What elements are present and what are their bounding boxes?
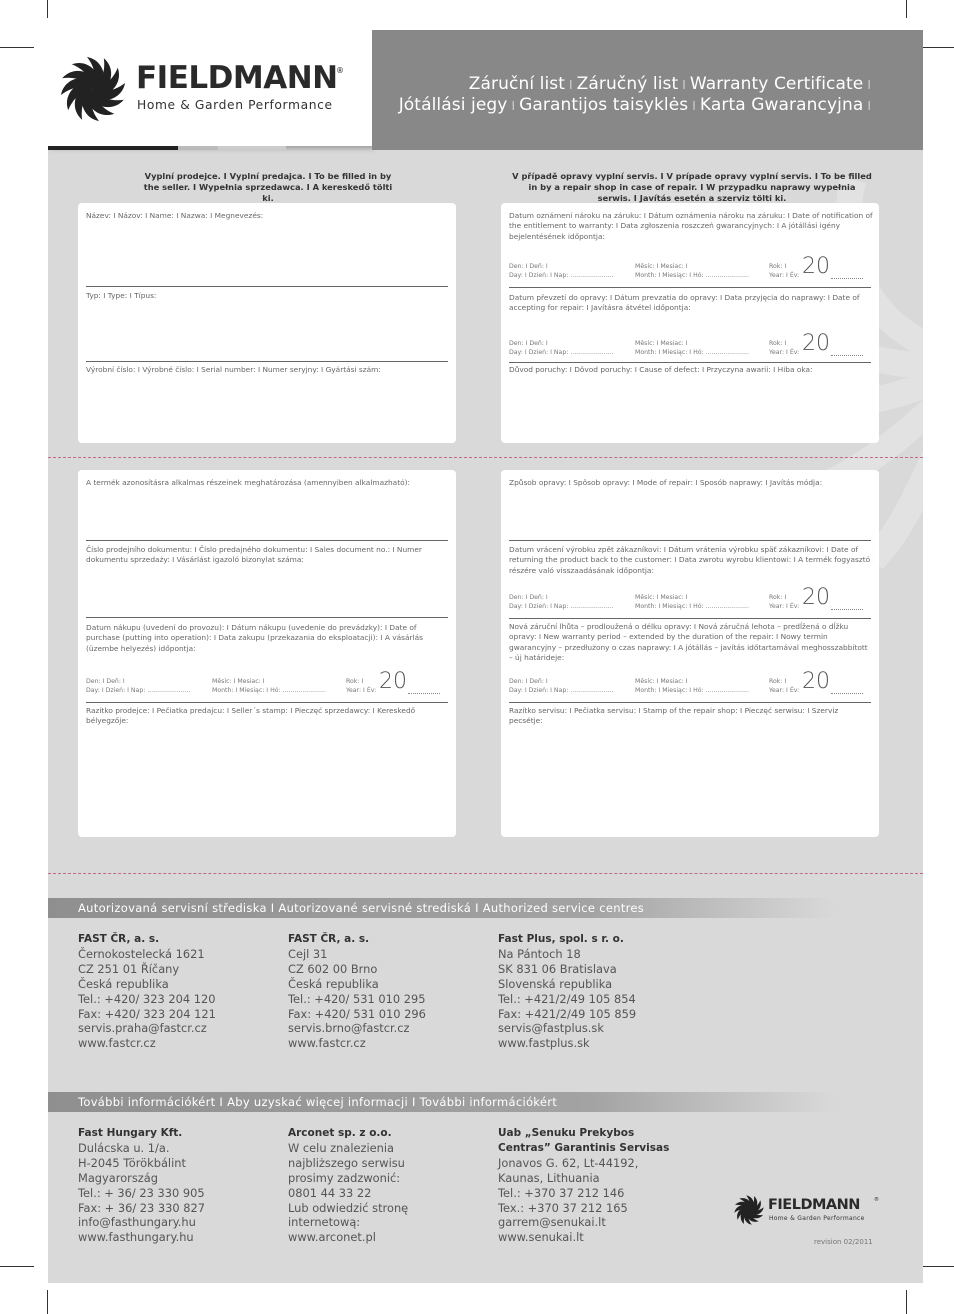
footer-brand-tagline: Home & Garden Performance xyxy=(769,1215,865,1222)
purchase-month-field[interactable]: Měsíc: I Mesiac: I Month: I Miesiąc: I Hó: ...................... xyxy=(212,678,326,694)
parts-input[interactable] xyxy=(86,540,448,541)
title-pl: Karta Gwarancyjna xyxy=(699,95,864,115)
divider xyxy=(86,702,448,703)
warranty-sheet xyxy=(48,30,923,1283)
repair-mode-label: Způsob opravy: I Spôsob opravy: I Mode of repair: I Sposób naprawy: I Javítás módja: xyxy=(509,478,823,487)
info-centre-poland: Arconet sp. z o.o. W celu znalezienia najbliższego serwisu prosimy zadzwonić: 0801 44 33 22 Lub odwiedzić stronę internetową: www.arconet.pl xyxy=(288,1126,488,1245)
repair-intake-card xyxy=(501,203,879,443)
title-line-1: Záruční list I Záručný list I Warranty Certificate I xyxy=(468,74,871,94)
service-centres-title: Autorizovaná servisní střediska I Autorizované servisné strediská I Authorized service centres xyxy=(78,901,645,915)
divider xyxy=(509,618,871,619)
sales-document-label: Číslo prodejního dokumentu: I Číslo predajného dokumentu: I Sales document no.: I Numer dokumentu sprzedaży: I Vásárlást igazoló bizonylat száma: xyxy=(86,545,422,565)
new-warranty-period-label: Nová záruční lhůta – prodloužená o délku opravy: I Nová záručná lehota – predĺžená o dĺžku opravy: I New warranty period – extended by the duration of the repair: I Nowy termin gwarancyjny – przedłużony o czas naprawy: I A jótállás – javítás időtartamával meghosszabbított – új határideje: xyxy=(509,622,868,663)
revision-label: revision 02/2011 xyxy=(814,1238,873,1246)
takeover-month-field[interactable]: Měsíc: I Mesiac: I Month: I Miesiąc: I Hó: ...................... xyxy=(635,340,749,356)
crop-mark xyxy=(0,1266,34,1267)
registered-mark: ® xyxy=(336,66,344,75)
title-line-2: Jótállási jegy I Garantijos taisyklės I Karta Gwarancyjna I xyxy=(398,95,871,115)
purchase-card xyxy=(78,470,456,837)
email-link[interactable]: servis.praha@fastcr.cz xyxy=(78,1021,207,1036)
title-en: Warranty Certificate xyxy=(689,74,864,94)
crop-mark xyxy=(47,0,48,18)
takeover-year-century: 20 xyxy=(802,331,830,356)
period-day-field[interactable]: Den: I Deň: I Day: I Dzień: I Nap: ...................... xyxy=(509,678,614,694)
fieldmann-fan-icon xyxy=(58,54,128,124)
return-year-input[interactable] xyxy=(831,609,863,610)
crop-mark xyxy=(0,47,34,48)
web-link[interactable]: www.fastcr.cz xyxy=(78,1036,156,1051)
logo-strip xyxy=(178,146,218,150)
title-hu: Jótállási jegy xyxy=(398,95,508,115)
service-centres-bar xyxy=(48,898,923,918)
return-year-field[interactable]: Rok: I Year: I Év: xyxy=(769,594,800,610)
period-month-field[interactable]: Měsíc: I Mesiac: I Month: I Miesiąc: I Hó: ...................... xyxy=(635,678,749,694)
repair-instruction: V případě opravy vyplní servis. I V prípade opravy vyplní servis. I To be filled in by a repair shop in case of repair. I W przypadku naprawy wypełnia serwis. I Javítás esetén a szerviz tölti ki. xyxy=(512,171,872,203)
purchase-year-input[interactable] xyxy=(408,693,440,694)
brand-name: FIELDMANN xyxy=(136,60,338,96)
header-band xyxy=(372,30,923,150)
info-centre-lithuania: Uab „Senuku Prekybos Centras” Garantinis Servisas Jonavos G. 62, Lt-44192, Kaunas, Lithuania Tel.: +370 37 212 146 Tex.: +370 37 212 165 garrem@senukai.lt www.senukai.lt xyxy=(498,1126,738,1245)
service-centre-brno: FAST ČR, a. s. Cejl 31 CZ 602 00 Brno Česká republika Tel.: +420/ 531 010 295 Fax: +420/ 531 010 296 servis.brno@fastcr.cz www.fastcr.cz xyxy=(288,932,488,1051)
return-date-label: Datum vrácení výrobku zpět zákazníkovi: I Dátum vrátenia výrobku späť zákazníkovi: I Date of returning the product back to the customer: I Data zwrotu wyrobu klientowi: I A termék fogyasztó részére való visszaadásának időpontja: xyxy=(509,545,871,575)
period-year-century: 20 xyxy=(802,669,830,694)
logo-strip xyxy=(218,146,286,150)
info-centre-hungary: Fast Hungary Kft. Dulácska u. 1/a. H-2045 Törökbálint Magyarország Tel.: + 36/ 23 330 905 Fax: + 36/ 23 330 827 info@fasthungary.hu www.fasthungary.hu xyxy=(78,1126,278,1245)
logo-strip xyxy=(48,146,178,150)
purchase-date-label: Datum nákupu (uvedení do provozu): I Dátum nákupu (uvedenie do prevádzky): I Date of purchase (putting into operation): I Data zakupu (przekazania do eksploatacji): I A vásárlás (üzembe helyezés) időpontja: xyxy=(86,623,423,653)
divider xyxy=(509,702,871,703)
more-info-title: További információkért I Aby uzyskać więcej informacji I További információkért xyxy=(78,1095,558,1109)
takeover-date-label: Datum převzetí do opravy: I Dátum prevzatia do opravy: I Data przyjęcia do naprawy: I Date of accepting for repair: I Javításra átvétel időpontja: xyxy=(509,293,860,313)
period-year-input[interactable] xyxy=(831,693,863,694)
email-link[interactable]: servis.brno@fastcr.cz xyxy=(288,1021,410,1036)
product-card xyxy=(78,203,456,443)
service-centre-bratislava: Fast Plus, spol. s r. o. Na Pántoch 18 SK 831 06 Bratislava Slovenská republika Tel.: +421/2/49 105 854 Fax: +421/2/49 105 859 servis@fastplus.sk www.fastplus.sk xyxy=(498,932,718,1051)
brand-logo-box xyxy=(48,30,372,146)
return-year-century: 20 xyxy=(802,585,830,610)
takeover-year-field[interactable]: Rok: I Year: I Év: xyxy=(769,340,800,356)
footer-brand-name: FIELDMANN xyxy=(768,1197,860,1213)
brand-tagline: Home & Garden Performance xyxy=(137,98,333,112)
repair-stamp-label: Razítko servisu: I Pečiatka servisu: I Stamp of the repair shop: I Pieczęć serwisu: I Szerviz pecsétje: xyxy=(509,706,839,726)
web-link[interactable]: www.fasthungary.hu xyxy=(78,1230,194,1245)
seller-stamp-label: Razítko prodejce: I Pečiatka predajcu: I Seller´s stamp: I Pieczęć sprzedawcy: I Kereskedő bélyegzője: xyxy=(86,706,416,726)
title-lt: Garantijos taisyklės xyxy=(519,95,689,115)
crop-mark xyxy=(906,1290,907,1314)
cut-line xyxy=(48,457,923,458)
return-month-field[interactable]: Měsíc: I Mesiac: I Month: I Miesiąc: I Hó: ...................... xyxy=(635,594,749,610)
web-link[interactable]: www.fastplus.sk xyxy=(498,1036,590,1051)
web-link[interactable]: www.arconet.pl xyxy=(288,1230,376,1245)
repair-result-card xyxy=(501,470,879,837)
purchase-year-century: 20 xyxy=(379,669,407,694)
footer-logo xyxy=(733,1194,883,1228)
product-name-label: Název: I Názov: I Name: I Nazwa: I Megnevezés: xyxy=(86,211,264,220)
product-type-input[interactable] xyxy=(86,361,448,362)
purchase-year-field[interactable]: Rok: I Year: I Év: xyxy=(346,678,377,694)
web-link[interactable]: www.senukai.lt xyxy=(498,1230,584,1245)
defect-cause-label: Důvod poruchy: I Dôvod poruchy: I Cause of defect: I Przyczyna awarii: I Hiba oka: xyxy=(509,365,813,374)
sales-document-input[interactable] xyxy=(86,617,448,618)
title-cz: Záruční list xyxy=(468,74,566,94)
fieldmann-fan-icon xyxy=(733,1194,765,1226)
crop-mark xyxy=(920,1266,954,1267)
claim-year-field[interactable]: Rok: I Year: I Év: xyxy=(769,263,800,279)
web-link[interactable]: www.fastcr.cz xyxy=(288,1036,366,1051)
claim-year-input[interactable] xyxy=(831,278,863,279)
title-sk: Záručný list xyxy=(576,74,679,94)
return-day-field[interactable]: Den: I Deň: I Day: I Dzień: I Nap: ...................... xyxy=(509,594,614,610)
divider xyxy=(509,362,871,363)
seller-instruction: Vyplní prodejce. I Vyplní predajca. I To be filled in by the seller. I Wypełnia sprzedawca. I A kereskedő tölti ki. xyxy=(143,171,393,203)
crop-mark xyxy=(47,1290,48,1314)
repair-mode-input[interactable] xyxy=(509,540,871,541)
takeover-day-field[interactable]: Den: I Deň: I Day: I Dzień: I Nap: ...................... xyxy=(509,340,614,356)
claim-year-century: 20 xyxy=(802,254,830,279)
crop-mark xyxy=(906,0,907,18)
purchase-day-field[interactable]: Den: I Deň: I Day: I Dzień: I Nap: ...................... xyxy=(86,678,191,694)
product-type-label: Typ: I Type: I Típus: xyxy=(86,291,157,300)
cut-line xyxy=(48,873,923,874)
service-centre-praha: FAST ČR, a. s. Černokostelecká 1621 CZ 251 01 Říčany Česká republika Tel.: +420/ 323 204 120 Fax: +420/ 323 204 121 servis.praha@fastcr.cz www.fastcr.cz xyxy=(78,932,278,1051)
claim-month-field[interactable]: Měsíc: I Mesiac: I Month: I Miesiąc: I Hó: ...................... xyxy=(635,263,749,279)
more-info-bar xyxy=(48,1092,923,1112)
email-link[interactable]: servis@fastplus.sk xyxy=(498,1021,604,1036)
email-link[interactable]: garrem@senukai.lt xyxy=(498,1215,606,1230)
claim-day-field[interactable]: Den: I Deň: I Day: I Dzień: I Nap: ...................... xyxy=(509,263,614,279)
email-link[interactable]: info@fasthungary.hu xyxy=(78,1215,196,1230)
registered-mark: ® xyxy=(874,1197,879,1203)
serial-number-label: Výrobní číslo: I Výrobné číslo: I Serial number: I Numer seryjny: I Gyártási szám: xyxy=(86,365,381,374)
product-name-input[interactable] xyxy=(86,286,448,287)
divider xyxy=(509,287,871,288)
parts-label: A termék azonosításra alkalmas részeinek meghatározása (amennyiben alkalmazható): xyxy=(86,478,410,487)
claim-date-label: Datum oznámení nároku na záruku: I Dátum oznámenia nároku na záruku: I Date of notification of the entitlement to warranty: I Data zgłoszenia roszczeń gwarancyjnych: I A jótállási igény bejelentésének időpontja: xyxy=(509,211,873,241)
crop-mark xyxy=(920,47,954,48)
period-year-field[interactable]: Rok: I Year: I Év: xyxy=(769,678,800,694)
takeover-year-input[interactable] xyxy=(831,355,863,356)
